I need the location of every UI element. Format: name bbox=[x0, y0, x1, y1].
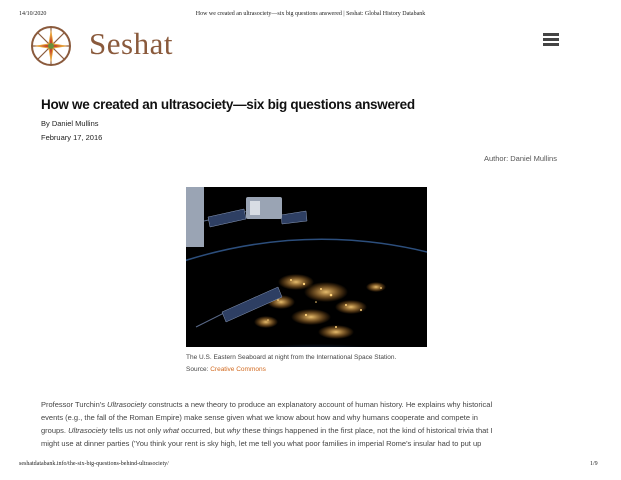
caption-text: The U.S. Eastern Seaboard at night from the International Space Station. bbox=[186, 354, 397, 361]
print-page-number: 1/9 bbox=[590, 461, 598, 467]
body-line-1 bbox=[41, 398, 586, 411]
body-text: groups. bbox=[41, 426, 69, 435]
source-label: Source: bbox=[186, 366, 209, 373]
body-text: tells us not only bbox=[107, 426, 164, 435]
body-text: constructs a new theory to produce an explanatory account of human history. He explains why historical bbox=[146, 400, 493, 409]
caption-source bbox=[186, 364, 396, 376]
print-url: seshatdatabank.info/the-six-big-questions-behind-ultrasociety/ bbox=[19, 461, 169, 467]
article-author: Author: Daniel Mullins bbox=[484, 154, 557, 163]
body-line-4: might use at dinner parties ('You think your rent is sky high, let me tell you what poor families in imperial Rome's insular had to put up bbox=[41, 439, 482, 448]
space-station-night-photo bbox=[186, 187, 427, 347]
book-title: Ultrasociety bbox=[107, 400, 147, 409]
body-line-3 bbox=[41, 424, 586, 437]
article-body bbox=[41, 398, 586, 450]
seshat-star-icon[interactable] bbox=[29, 24, 73, 68]
body-line-2: events (e.g., the fall of the Roman Empire) make sense given what we know about how and why humans cooperate and compete in bbox=[41, 413, 478, 422]
book-title: Ultrasociety bbox=[68, 426, 108, 435]
hamburger-menu-icon[interactable] bbox=[543, 33, 559, 47]
image-caption bbox=[186, 352, 396, 376]
print-date: 14/10/2020 bbox=[19, 11, 47, 17]
article-title: How we created an ultrasociety—six big questions answered bbox=[41, 97, 415, 112]
body-text: occurred, but bbox=[179, 426, 227, 435]
emphasis: what bbox=[163, 426, 180, 435]
emphasis: why bbox=[226, 426, 241, 435]
article-byline: By Daniel Mullins bbox=[41, 119, 99, 128]
body-text: these things happened in the first place, not the kind of historical trivia that I bbox=[240, 426, 493, 435]
body-text: Professor Turchin's bbox=[41, 400, 108, 409]
print-page-title: How we created an ultrasociety—six big questions answered | Seshat: Global History Databank bbox=[195, 11, 426, 17]
site-brand[interactable]: Seshat bbox=[89, 26, 173, 61]
article-date: February 17, 2016 bbox=[41, 133, 103, 142]
creative-commons-link[interactable]: Creative Commons bbox=[210, 366, 266, 373]
